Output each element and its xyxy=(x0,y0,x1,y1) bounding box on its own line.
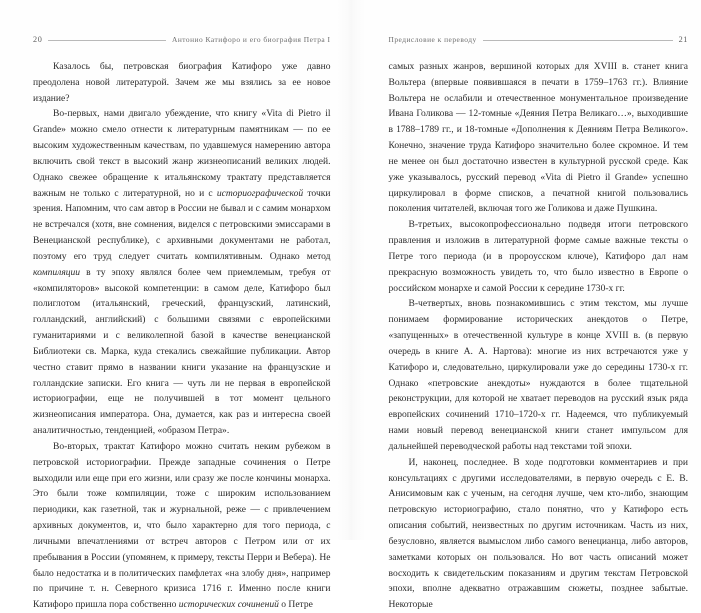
text-run: И, наконец, последнее. В ходе подготовки комментариев и при консультациях с другими исследователями, в первую очередь с Е. В. Анисимовым как с ученым, на сегодня лучше, чем кто-либо, знающим петровскую историографию, стало понятно, что у Катифоро есть описания событий, неизвестных по другим источникам. Часть из них, безусловно, является вымыслом либо самого венецианца, либо авторов, заметками которых он пользовался. Но вот часть описаний может восходить к свидетельским показаниям и другим текстам Петровской эпохи, вполне адекватно отражавшим сюжеты, позднее забытые. Некоторые xyxy=(389,457,689,610)
text-run: В-четвертых, вновь познакомившись с этим текстом, мы лучше понимаем формирование исторических анекдотов о Петре, «запущенных» в отечественной культуре в конце XVIII в. (в первую очередь в книге А. А. Нартова): многие из них встречаются уже у Катифоро и, следовательно, циркулировали уже до середины 1730-х гг. Однако «петровские анекдоты» нуждаются в более тщательной реконструкции, для которой не хватает переводов на русский язык ряда европейских сочинений 1710–1720-х гг. Надеемся, что публикуемый нами новый перевод венецианской книги станет импульсом для дальнейшей переводческой работы над текстами той эпохи. xyxy=(389,298,689,451)
text-run: Во-первых, нами двигало убеждение, что книгу « xyxy=(53,108,266,119)
running-head-left xyxy=(33,31,331,47)
text-run: Во-вторых, трактат Катифоро можно считать неким рубежом в петровской историографии. Прежде западные сочинения о Петре выходили или еще при его жизни, или сразу же после кончины монарха. Это были тоже компиляции, тоже с широким использованием периодики, как газетной, так и журнальной, реже — с привлечением архивных документов, и, что было характерно для того периода, с личными впечатлениями от встреч авторов с Петром или от их пребывания в России (упомянем, к примеру, тексты Перри и Вебера). Не было недостатка и в политических памфлетах «на злобу дня», например по причине т. н. Северного кризиса 1716 г. Именно после книги Катифоро пришла пора собственно xyxy=(33,441,331,610)
paragraph xyxy=(33,106,331,438)
body-text-right xyxy=(389,59,689,613)
text-run: о Петре xyxy=(279,599,313,610)
page-number-right: 21 xyxy=(679,35,688,44)
text-run: точки зрения. Напомним, что сам автор в России не бывал и с самим монархом не встречался (хотя, вне сомнения, виделся с петровскими эмиссарами в Венецианской республике), с архивными документами не работал, поэтому его труд следует считать компилятивным. Однако метод xyxy=(33,188,331,262)
body-text-left xyxy=(33,59,331,613)
paragraph xyxy=(389,217,689,296)
emphasis-text: историографической xyxy=(217,188,303,199)
text-run: самых разных жанров, вершиной которых для XVIII в. станет книга Вольтера (впервые появившаяся в печати в 1759–1763 гг.). Влияние Вольтера не ослабили и отечественное монументальное произведение Ивана Голикова — 12-томные «Деяния Петра Великаго…», выходившие в 1788–1789 гг., и 18-томные «Дополнения к Деяниям Петра Великого». Конечно, значение труда Катифоро значительно более скромное. И тем не менее он был достаточно известен в культурной русской среде. Как уже указывалось, русский перевод « xyxy=(389,61,689,183)
running-title-left: Антонио Катифоро и его биография Петра I xyxy=(172,35,331,44)
latin-title-text: Vita di Pietro il Grande xyxy=(33,108,331,135)
page-number-left: 20 xyxy=(33,35,42,44)
running-head-rule-left xyxy=(48,40,166,41)
text-run: » можно смело отнести к литературным памятникам — по ее высоким художественным качествам, по удавшемуся намерению автора включить свой текст в высокий жанр жизнеописаний великих людей. Однако свежее обращение к итальянскому трактату представляется важным не только с литературной, но и с xyxy=(33,124,331,198)
text-run: В-третьих, высокопрофессионально подведя итоги петровского правления и изложив в литературной форме самые важные тексты о Петре того периода (и в пророусском ключе), Катифоро дал нам прекрасную возможность увидеть то, что было известно в Европе о российском монархе и самой России к середине 1730-х гг. xyxy=(389,219,689,293)
paragraph xyxy=(389,59,689,217)
page-left xyxy=(0,0,351,540)
running-title-right: Предисловие к переводу xyxy=(389,35,477,44)
paragraph xyxy=(33,59,331,106)
paragraph xyxy=(33,439,331,613)
emphasis-text: исторических сочинений xyxy=(179,599,279,610)
page-right xyxy=(351,0,701,540)
text-run: в ту эпоху являлся более чем приемлемым, требуя от «компиляторов» высокой компетенции: в самом деле, Катифоро был полиглотом (итальянский, греческий, французский, латинский, голландский, английский) с большими связями с европейскими гуманитариями и с великолепной базой в качестве венецианской Библиотеки св. Марка, куда стекались свежайшие публикации. Автор честно ставит прямо в названии книги указание на французские и голландские записки. Его книга — чуть ли не первая в европейской историографии, еще не получившей в тот момент цельного жизнеописания императора. Она, думается, как раз и интересна своей аналитичностью, тенденцией, «образом Петра». xyxy=(33,267,331,436)
paragraph xyxy=(389,455,689,613)
latin-title-text: Vita di Pietro il Grande xyxy=(545,172,643,183)
emphasis-text: компиляции xyxy=(33,267,80,278)
running-head-right xyxy=(389,31,689,47)
running-head-rule-right xyxy=(483,40,673,41)
text-run: » успешно циркулировал в форме списков, а печатной книгой пользовались поколения читателей, включая того же Голикова и даже Пушкина. xyxy=(389,172,689,215)
text-run: Казалось бы, петровская биография Катифоро уже давно преодолена новой литературой. Зачем же мы взялись за ее новое издание? xyxy=(33,61,331,104)
paragraph xyxy=(389,296,689,454)
